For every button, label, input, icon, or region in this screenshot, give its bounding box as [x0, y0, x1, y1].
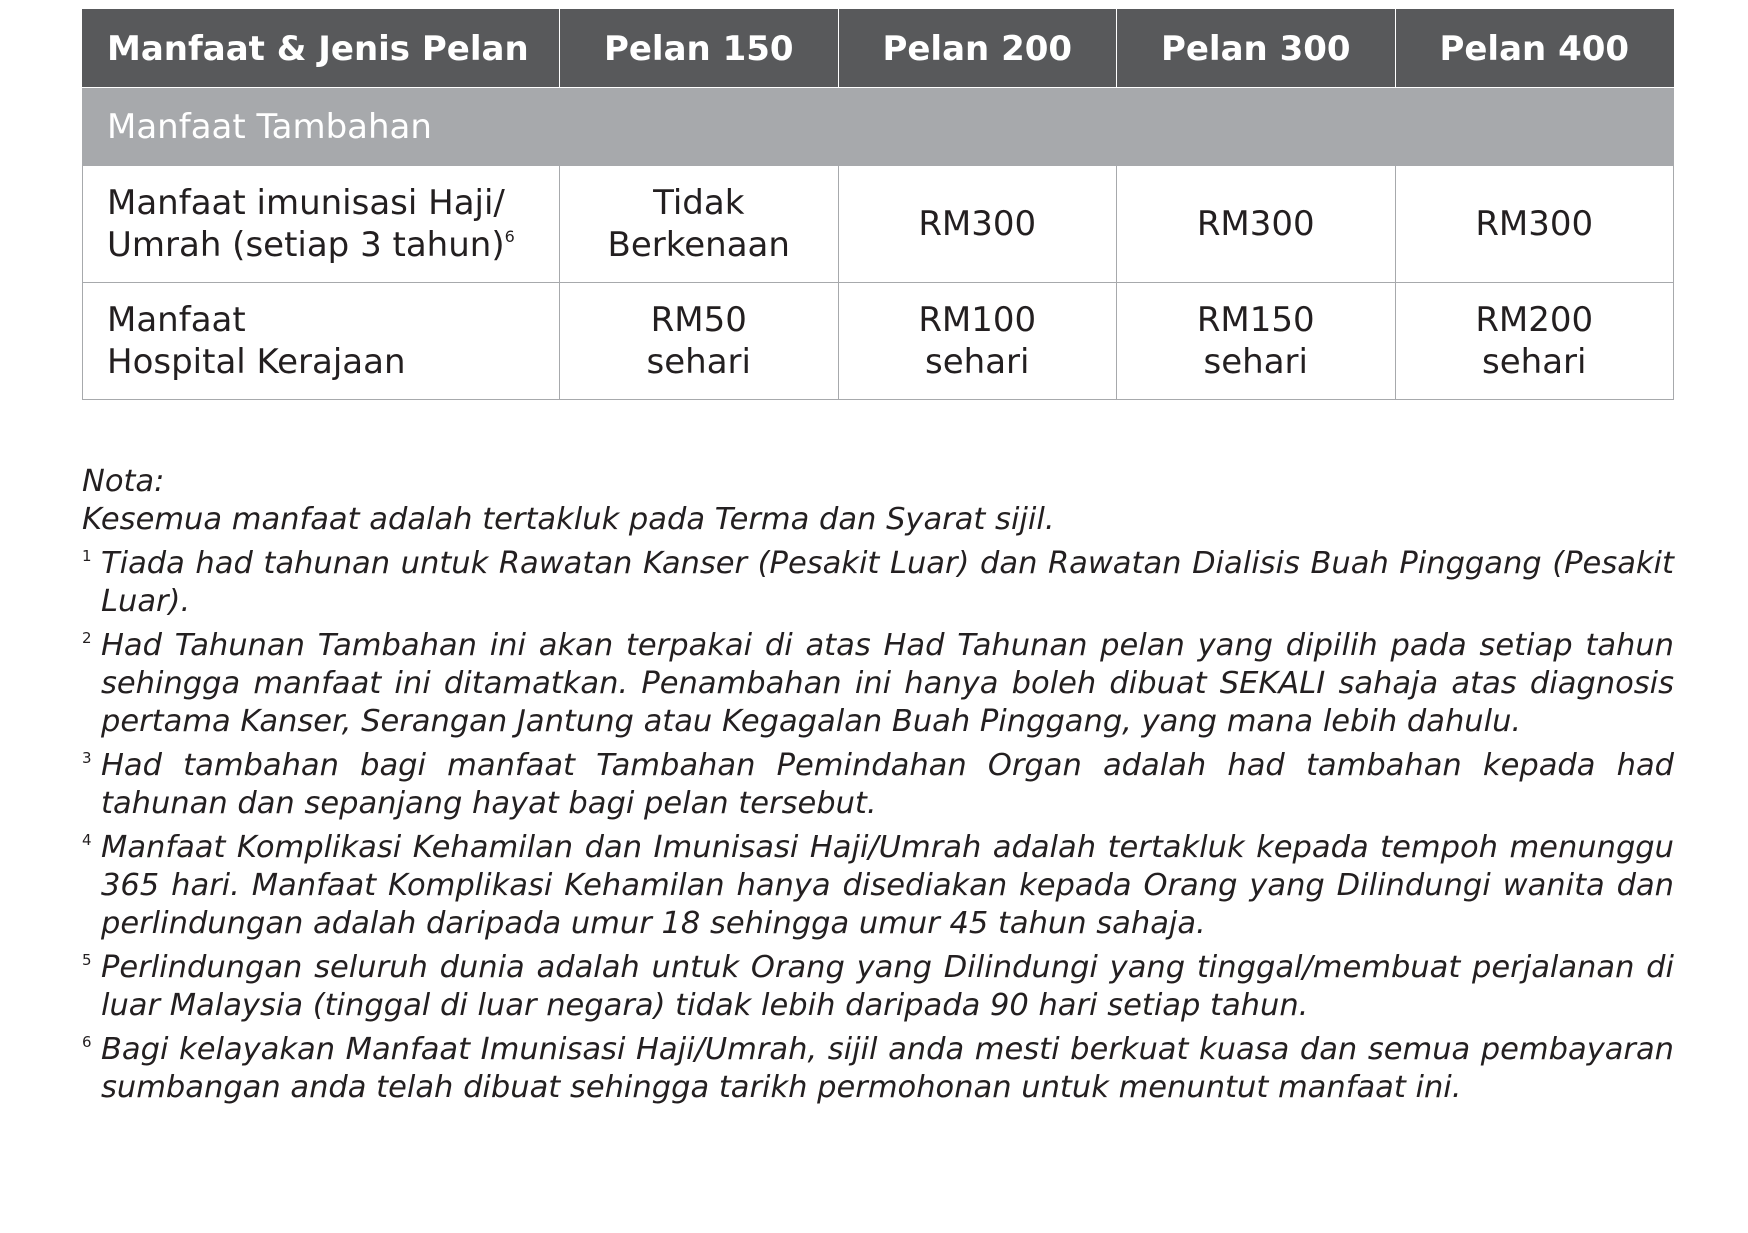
cell-line2: sehari: [925, 342, 1030, 382]
row-label-line1: Manfaat: [107, 300, 246, 340]
footnote-item: [82, 949, 1674, 1025]
cell-line2: sehari: [1482, 342, 1587, 382]
footnote-text: Manfaat Komplikasi Kehamilan dan Imunisasi Haji/Umrah adalah tertakluk kepada tempoh menunggu 365 hari. Manfaat Komplikasi Kehamilan hanya disediakan kepada Orang yang Dilindungi wanita dan perlindungan adalah daripada umur 18 sehingga umur 45 tahun sahaja.: [101, 830, 1674, 941]
footnote-number: 3: [82, 749, 92, 767]
section-row: [83, 88, 1674, 166]
table-cell: [1117, 166, 1396, 283]
table-row: [83, 283, 1674, 400]
cell-line1: RM200: [1475, 300, 1594, 340]
table-cell: [838, 283, 1117, 400]
cell-line2: sehari: [1203, 342, 1308, 382]
footnote-text: Bagi kelayakan Manfaat Imunisasi Haji/Umrah, sijil anda mesti berkuat kuasa dan semua pembayaran sumbangan anda telah dibuat sehingga tarikh permohonan untuk menuntut manfaat ini.: [101, 1032, 1674, 1105]
table-cell: [838, 166, 1117, 283]
cell-line1: RM150: [1196, 300, 1315, 340]
header-benefit-plan-type: Manfaat & Jenis Pelan: [83, 10, 560, 88]
notes-intro: Kesemua manfaat adalah tertakluk pada Terma dan Syarat sijil.: [82, 502, 1055, 537]
row-label: [83, 283, 560, 400]
row-label-line2: Umrah (setiap 3 tahun): [107, 225, 505, 265]
cell-line2: Berkenaan: [607, 225, 790, 265]
table-cell: [1395, 166, 1674, 283]
header-plan-150: Pelan 150: [560, 10, 839, 88]
cell-line2: sehari: [646, 342, 751, 382]
row-label-line1: Manfaat imunisasi Haji/: [107, 183, 505, 223]
footnote-text: Perlindungan seluruh dunia adalah untuk Orang yang Dilindungi yang tinggal/membuat perjalanan di luar Malaysia (tinggal di luar negara) tidak lebih daripada 90 hari setiap tahun.: [101, 950, 1674, 1023]
table-row: [83, 166, 1674, 283]
benefits-table: [82, 9, 1674, 400]
cell-line1: RM100: [918, 300, 1037, 340]
header-plan-200: Pelan 200: [838, 10, 1117, 88]
footnote-item: [82, 1031, 1674, 1107]
section-title: Manfaat Tambahan: [83, 88, 1674, 166]
footnote-number: 2: [82, 629, 92, 647]
footnote-number: 5: [82, 951, 92, 969]
table-cell: [560, 166, 839, 283]
footnote-text: Had tambahan bagi manfaat Tambahan Pemindahan Organ adalah had tambahan kepada had tahunan dan sepanjang hayat bagi pelan tersebut.: [101, 748, 1674, 821]
footnote-marker: 6: [504, 227, 515, 246]
footnote-text: Had Tahunan Tambahan ini akan terpakai di atas Had Tahunan pelan yang dipilih pada setiap tahun sehingga manfaat ini ditamatkan. Penambahan ini hanya boleh dibuat SEKALI sahaja atas diagnosis pertama Kanser, Serangan Jantung atau Kegagalan Buah Pinggang, yang mana lebih dahulu.: [101, 628, 1674, 739]
cell-line1: RM300: [1196, 204, 1315, 244]
table-cell: [1117, 283, 1396, 400]
cell-line1: RM300: [1475, 204, 1594, 244]
cell-line1: RM50: [650, 300, 747, 340]
cell-line1: RM300: [918, 204, 1037, 244]
footnote-number: 4: [82, 831, 92, 849]
footnote-text: Tiada had tahunan untuk Rawatan Kanser (Pesakit Luar) dan Rawatan Dialisis Buah Pinggang (Pesakit Luar).: [101, 546, 1674, 619]
benefits-table-wrapper: [82, 9, 1673, 400]
notes-section: [82, 463, 1674, 1107]
row-label: [83, 166, 560, 283]
footnote-item: [82, 747, 1674, 823]
footnote-number: 1: [82, 547, 92, 565]
footnote-number: 6: [82, 1033, 92, 1051]
table-header-row: [83, 10, 1674, 88]
footnote-item: [82, 627, 1674, 741]
row-label-line2: Hospital Kerajaan: [107, 342, 406, 382]
cell-line1: Tidak: [653, 183, 745, 223]
header-plan-300: Pelan 300: [1117, 10, 1396, 88]
notes-heading: Nota:: [82, 464, 165, 499]
table-cell: [560, 283, 839, 400]
footnote-item: [82, 829, 1674, 943]
table-cell: [1395, 283, 1674, 400]
header-plan-400: Pelan 400: [1395, 10, 1674, 88]
footnote-item: [82, 545, 1674, 621]
